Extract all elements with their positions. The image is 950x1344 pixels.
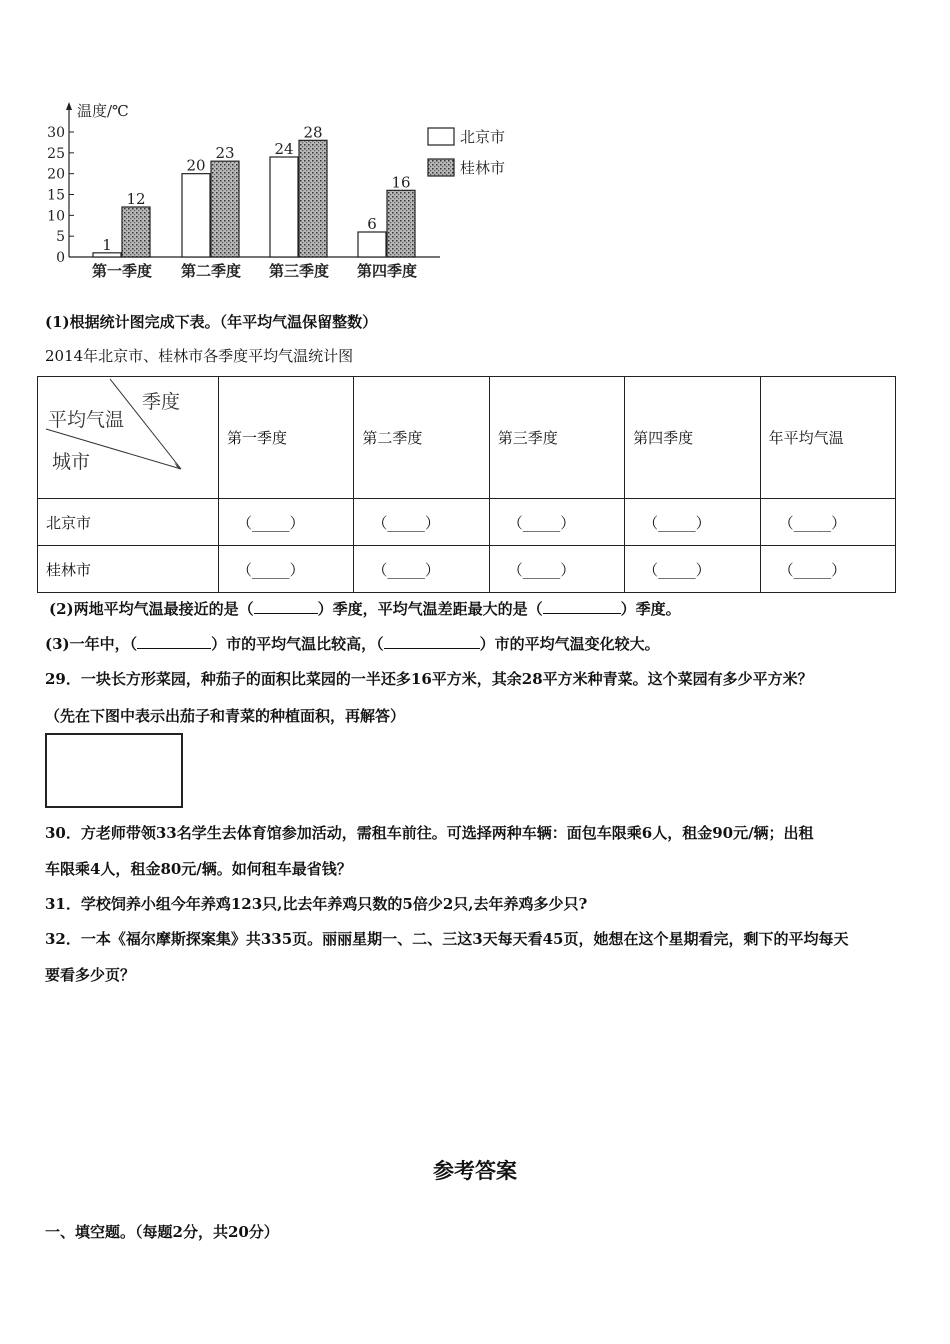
answer-blank[interactable]: （_____）: [760, 546, 895, 593]
problem-29-line2: （先在下图中表示出茄子和青菜的种植面积，再解答）: [45, 707, 406, 725]
bar-value-label: 16: [391, 173, 411, 192]
q1-prompt: (1)根据统计图完成下表。（年平均气温保留整数）: [45, 313, 378, 331]
city-cell: 北京市: [38, 499, 219, 546]
temperature-bar-chart: [40, 96, 540, 288]
y-tick-label: 15: [47, 187, 65, 204]
corner-label-city: 城市: [52, 451, 91, 473]
answer-blank[interactable]: （_____）: [354, 499, 489, 546]
table-corner-cell: [38, 377, 219, 499]
q3-blank-2[interactable]: [384, 648, 480, 649]
bar: [358, 232, 386, 257]
q2-blank-1[interactable]: [254, 613, 318, 614]
legend-swatch: [428, 159, 454, 176]
city-cell: 桂林市: [38, 546, 219, 593]
bar: [387, 190, 415, 257]
q3-part-a: (3)一年中，（: [45, 635, 138, 653]
table-row-beijing: [38, 499, 896, 546]
header-q3: 第三季度: [489, 377, 624, 499]
q3-blank-1[interactable]: [137, 648, 211, 649]
answer-blank[interactable]: （_____）: [489, 499, 624, 546]
bar-value-label: 20: [186, 156, 206, 175]
y-tick-label: 10: [47, 208, 65, 225]
answer-blank[interactable]: （_____）: [625, 546, 760, 593]
problem-32-line2: 要看多少页？: [45, 966, 136, 984]
answer-blank[interactable]: （_____）: [354, 546, 489, 593]
q2-blank-2[interactable]: [543, 613, 621, 614]
diagonal-lines: [38, 377, 218, 498]
y-tick-label: 25: [47, 145, 65, 162]
q2-text: [49, 598, 681, 619]
q3-text: [45, 633, 660, 654]
chart-legend: [428, 128, 505, 177]
legend-label: 北京市: [460, 128, 506, 146]
legend-label: 桂林市: [460, 159, 506, 177]
bars: [93, 123, 415, 257]
bar-value-label: 24: [274, 140, 294, 158]
q2-part-b: ）季度，平均气温差距最大的是（: [317, 600, 543, 618]
corner-label-season: 季度: [142, 391, 181, 413]
corner-label-temperature: 平均气温: [48, 409, 125, 431]
bar: [122, 207, 150, 257]
bar: [211, 161, 239, 257]
answer-blank[interactable]: （_____）: [760, 499, 895, 546]
answers-title: 参考答案: [433, 1158, 517, 1183]
problem-29-line1: 29．一块长方形菜园，种茄子的面积比菜园的一半还多16平方米，其余28平方米种青菜。这个菜园有多少平方米？: [45, 670, 813, 688]
bar-value-label: 12: [126, 190, 146, 208]
header-annual: 年平均气温: [760, 377, 895, 499]
y-axis-arrow: [66, 102, 72, 110]
answer-blank[interactable]: （_____）: [219, 546, 354, 593]
legend-swatch: [428, 128, 454, 145]
q3-part-c: ）市的平均气温变化较大。: [479, 635, 660, 653]
y-tick-label: 5: [56, 229, 65, 246]
problem-30-line1: 30．方老师带领33名学生去体育馆参加活动，需租车前往。可选择两种车辆：面包车限乘6人，租金90元/辆；出租: [45, 824, 814, 842]
problem-31: 31．学校饲养小组今年养鸡123只,比去年养鸡只数的5倍少2只,去年养鸡多少只?: [45, 895, 588, 913]
table-row-guilin: [38, 546, 896, 593]
bar-value-label: 23: [215, 144, 235, 163]
answer-blank[interactable]: （_____）: [219, 499, 354, 546]
q3-part-b: ）市的平均气温比较高，（: [211, 635, 384, 653]
bar: [182, 174, 210, 257]
problem-32-line1: 32．一本《福尔摩斯探案集》共335页。丽丽星期一、二、三这3天每天看45页，她想在这个星期看完，剩下的平均每天: [45, 930, 849, 948]
header-q2: 第二季度: [354, 377, 489, 499]
temperature-table: [37, 376, 896, 593]
bar: [299, 140, 327, 257]
y-tick-label: 20: [47, 166, 65, 183]
x-tick-label: 第三季度: [268, 262, 330, 280]
y-axis-ticks: [47, 125, 74, 266]
problem-30-line2: 车限乘4人，租金80元/辆。如何租车最省钱？: [45, 860, 352, 878]
answer-blank[interactable]: （_____）: [625, 499, 760, 546]
x-tick-label: 第二季度: [180, 262, 242, 280]
q2-part-a: (2)两地平均气温最接近的是（: [49, 600, 254, 618]
table-title: 2014年北京市、桂林市各季度平均气温统计图: [45, 347, 354, 365]
garden-rectangle[interactable]: [45, 733, 183, 808]
x-tick-label: 第一季度: [91, 262, 153, 280]
table-header-row: [38, 377, 896, 499]
bar: [270, 157, 298, 257]
y-tick-label: 0: [56, 250, 65, 266]
answer-blank[interactable]: （_____）: [489, 546, 624, 593]
bar-value-label: 28: [303, 123, 323, 142]
header-q4: 第四季度: [625, 377, 760, 499]
bar-value-label: 1: [102, 235, 112, 254]
bar-value-label: 6: [367, 215, 377, 233]
answers-section-1: 一、填空题。（每题2分，共20分）: [45, 1223, 279, 1241]
q2-part-c: ）季度。: [620, 600, 681, 618]
header-q1: 第一季度: [219, 377, 354, 499]
y-axis-label: 温度/℃: [77, 102, 129, 120]
y-tick-label: 30: [47, 125, 65, 141]
x-axis-labels: [92, 262, 417, 280]
x-tick-label: 第四季度: [356, 262, 418, 280]
